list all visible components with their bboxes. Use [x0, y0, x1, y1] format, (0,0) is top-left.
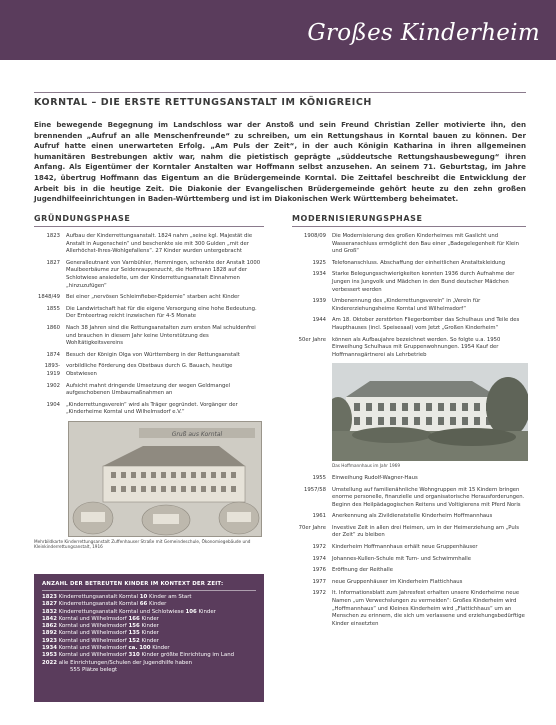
stats-line — [42, 660, 256, 667]
entry-year: 1976 — [312, 567, 326, 574]
top-rule — [34, 92, 526, 93]
stats-line — [42, 645, 256, 652]
timeline-entry — [34, 294, 264, 302]
entry-year: 1925 — [312, 259, 326, 266]
entry-text: Einweihung Rudolf-Wagner-Haus — [332, 474, 418, 481]
children-count-box — [34, 574, 264, 702]
entry-year: 1855 — [46, 305, 60, 312]
entry-year: 1972 — [312, 590, 326, 597]
entry-year: 1934 — [312, 271, 326, 278]
stats-rest: Kinder — [139, 630, 159, 637]
right-timeline-top — [292, 233, 526, 359]
timeline-entry — [34, 325, 264, 348]
postcard-caption: Mehrbildkarte Kinderrettungsanstalt Zuffenhauser Straße mit Gemeindeschule, Ökonomiegebäude und Kleinkinderrettungsanstalt, 1916 — [34, 538, 251, 550]
stats-text: Korntal und Wilhelmsdorf — [58, 630, 129, 637]
hoffmannhaus-caption: Das Hoffmannhaus im Jahr 1969 — [332, 463, 400, 469]
entry-year: 1944 — [312, 317, 326, 324]
entry-text: lt. Informationsblatt zum Jahresfest erhalten unsere Kinderheime neue Namen „um Verwechslungen zu vermeiden“: Großes Kinderheim wird „Hoffmannhaus“ und Kleines Kinderheim wird „Flattichhaus“ um an Menschen zu erinnern, die sich um verlassene und erziehungsbedürftige Kinder einsetzten — [332, 590, 525, 627]
stats-year: 1832 — [42, 608, 58, 615]
entry-text: Anerkennung als Zivildienststelle Kinderheim Hoffmannhaus — [332, 513, 493, 520]
stats-text: alle Einrichtungen/Schulen der Jugendhilfe haben — [58, 659, 193, 666]
entry-year: 1955 — [312, 474, 326, 481]
stats-number: 106 — [185, 608, 197, 615]
stats-text: Korntal und Wilhelmsdorf — [58, 637, 129, 644]
page-content — [34, 92, 526, 702]
entry-text: Investive Zeit in allen drei Heimen, um in der Heimerziehung am „Puls der Zeit“ zu bleiben — [332, 524, 519, 539]
stats-year: 1892 — [42, 630, 58, 637]
entry-year: 1827 — [46, 259, 60, 266]
stats-year: 1923 — [42, 637, 58, 644]
timeline-entry — [34, 383, 264, 398]
timeline-entry — [292, 579, 526, 587]
entry-year: 70er Jahre — [298, 524, 326, 531]
timeline-entry — [292, 544, 526, 552]
entry-text: Telefonanschluss. Abschaffung der einheitlichen Anstaltskleidung — [332, 259, 506, 266]
entry-text: vorbildliche Förderung des Obstbaus durch G. Bauach, heutige Obstwiesen — [66, 363, 233, 377]
entry-year: 1961 — [312, 513, 326, 520]
stats-rest: Kinder — [196, 608, 216, 615]
entry-text: „Kinderrettungsverein“ wird als Träger gegründet. Vorgänger der „Kinderheime Korntal und Wilhelmsdorf e.V.“ — [66, 401, 238, 416]
timeline-entry — [292, 317, 526, 332]
stats-text: Korntal und Wilhelmsdorf — [58, 623, 129, 630]
stats-last-line: 555 Plätze belegt — [70, 666, 118, 673]
entry-text: Am 18. Oktober zerstörten Fliegerbomber das Schulhaus und Teile des Haupthauses (incl. Speisesaal) vom Jetzt „Großen Kinderheim“ — [332, 317, 520, 331]
stats-line — [42, 601, 256, 608]
stats-year: 1862 — [42, 623, 58, 630]
stats-year: 1953 — [42, 652, 58, 659]
stats-text: Korntal und Wilhelmsdorf — [58, 615, 129, 622]
stats-rest: Kinder — [150, 645, 170, 652]
stats-year: 1823 — [42, 594, 58, 600]
entry-text: Umbenennung des „Kinderrettungsverein“ in „Verein für Kindererziehungsheime Korntal und Wilhelmsdorf“ — [332, 298, 481, 312]
stats-line — [42, 616, 256, 623]
timeline-entry — [34, 306, 264, 321]
entry-year: 1823 — [46, 233, 60, 239]
entry-year: 50er Jahre — [298, 336, 326, 343]
entry-text: Aufbau der Kinderrettungsanstalt. 1824 nahm „seine kgl. Majestät die Anstalt in Augenschein“ und beschenkte sie mit 300 Gulden „mit der Allerhöchst-Ihres-Wohlgefallens“. 27 Kinder wurden untergebracht — [66, 233, 253, 255]
entry-year: 1977 — [312, 578, 326, 585]
entry-year: 1874 — [46, 351, 60, 358]
page-title: Großes Kinderheim — [307, 20, 540, 46]
stats-number: 166 — [128, 615, 140, 622]
timeline-entry — [34, 260, 264, 290]
timeline-entry — [34, 363, 264, 378]
entry-text: neue Gruppenhäuser im Kinderheim Flattichhaus — [332, 578, 463, 585]
timeline-entry — [292, 556, 526, 564]
timeline-entry — [292, 298, 526, 313]
section-title: KORNTAL – DIE ERSTE RETTUNGSANSTALT IM KÖNIGREICH — [34, 97, 372, 108]
entry-text: Nach 38 Jahren sind die Rettungsanstalten zum ersten Mal schuldenfrei und brauchen in diesem Jahr keine Unterstützung des Wohltätigkeitsvereins — [66, 324, 256, 347]
right-column — [292, 214, 526, 632]
stats-rest: Kinder — [139, 637, 159, 644]
entry-year: 1957/58 — [303, 486, 326, 493]
entry-text: Johannes-Kullen-Schule mit Turn- und Schwimmhalle — [332, 555, 472, 562]
hoffmannhaus-illustration — [332, 363, 528, 461]
hoffmannhaus-photo — [332, 363, 528, 461]
stats-line — [42, 652, 256, 659]
entry-year: 1908/09 — [303, 233, 326, 239]
timeline-entry — [292, 513, 526, 521]
stats-number: ca. 100 — [128, 645, 151, 652]
entry-text: Die Landwirtschaft hat für die eigene Versorgung eine hohe Bedeutung. Der Ernteertrag reicht inzwischen für 4-5 Monate — [66, 305, 257, 320]
stats-year: 1842 — [42, 615, 58, 622]
timeline-entry — [292, 567, 526, 575]
right-timeline-bottom — [292, 475, 526, 629]
stats-text: Kinderrettungsanstalt Korntal und Schlotwiese — [58, 608, 186, 615]
stats-text: Korntal und Wilhelmsdorf — [58, 652, 129, 659]
stats-line — [42, 609, 256, 616]
header-banner — [0, 0, 556, 60]
stats-text: Korntal und Wilhelmsdorf — [58, 645, 129, 652]
right-column-heading: MODERNISIERUNGSPHASE — [292, 214, 526, 227]
stats-rest: Kinder — [139, 615, 159, 622]
entry-year: 1904 — [46, 401, 60, 408]
entry-year: 1902 — [46, 382, 60, 389]
stats-number: 10 — [139, 594, 148, 600]
stats-year: 1934 — [42, 645, 58, 652]
left-timeline — [34, 233, 264, 417]
stats-year: 2022 — [42, 659, 58, 666]
timeline-entry — [292, 337, 526, 360]
stats-line — [42, 594, 256, 601]
stats-rest: Kinder am Start — [147, 594, 192, 600]
entry-text: Kinderheim Hoffmannhaus erhält neue Gruppenhäuser — [332, 544, 478, 551]
entry-year: 1893-1919 — [44, 363, 60, 377]
stats-number: 152 — [128, 637, 140, 644]
entry-year: 1848/49 — [37, 294, 60, 301]
stats-number: 66 — [139, 601, 148, 608]
entry-text: Eröffnung der Reithalle — [332, 567, 393, 574]
stats-line — [42, 623, 256, 630]
entry-text: Starke Belegungsschwierigkeiten konnten 1936 durch Aufnahme der Jungen ins Jungvolk und Mädchen in den Bund deutscher Mädchen verbessert werden — [332, 271, 515, 293]
postcard-label: Gruß aus Korntal — [171, 430, 223, 438]
stats-rest: Kinder — [147, 601, 167, 608]
left-column — [34, 214, 264, 550]
entry-text: Aufsicht mahnt dringende Umsetzung der wegen Geldmangel aufgeschobenen Umbaumaßnahmen an — [66, 382, 231, 397]
stats-line — [42, 638, 256, 645]
stats-rest: Kinder größte Einrichtung im Land — [139, 652, 235, 659]
stats-year: 1827 — [42, 601, 58, 608]
stats-text: Kinderrettungsanstalt Korntal — [58, 594, 140, 600]
entry-year: 1972 — [312, 544, 326, 551]
timeline-entry — [292, 590, 526, 628]
entry-text: Generalleutnant von Varnbühler, Hemmingen, schenkte der Anstalt 1000 Maulbeerbäume zur Seidenraupenzucht, die Hoffmann 1828 auf der Schlotwiese ansiedelte, um der Kinderrettungsanstalt Einnahmen „hinzuzufügen“ — [66, 259, 261, 289]
stats-text: Kinderrettungsanstalt Korntal — [58, 601, 140, 608]
entry-text: Besuch der Königin Olga von Württemberg in der Rettungsanstalt — [66, 351, 240, 358]
stats-number: 135 — [128, 630, 140, 637]
intro-paragraph: Eine bewegende Begegnung im Landschloss war der Anstoß und sein Freund Christian Zeller motivierte ihn, den brennenden „Aufruf an alle Menschenfreunde“ zu schreiben, um ein Rettungshaus in Korntal bauen zu können. Der Aufruf hatte einen unerwarteten Erfolg. „Am Puls der Zeit“, in der auch Königin Katharina in ihren allgemeinen humanitären Bestrebungen aktiv war, nahm die pietistisch geprägte „süddeutsche Rettungshausbewegung“ ihren Anfang. Als Eigentümer der Korntaler Anstalten war Hoffmann selbst anzusehen. An seinem 71. Geburtstag, im Jahre 1842, übertrug Hoffmann das Eigentum an die Brüdergemeinde Korntal. Die Zeittafel beschreibt die Entwicklung der Arbeit bis in die heutige Zeit. Die Diakonie der Evangelischen Brüdergemeinde gehört heute zu den zehn großen Jugendhilfeeinrichtungen in Baden-Württemberg und ist im Diakonischen Werk Württemberg beheimatet. — [34, 120, 526, 204]
timeline-entry — [292, 487, 526, 510]
timeline-entry — [292, 271, 526, 294]
stats-number: 156 — [128, 623, 140, 630]
entry-year: 1974 — [312, 555, 326, 562]
entry-text: Umstellung auf familienähnliche Wohngruppen mit 15 Kindern bringen enorme personelle, finanzielle und organisatorische Herausforderungen. Beginn des Heilpädagogischen Reitens und Voltigierens mit Pferd Noris — [332, 486, 525, 508]
entry-text: können als Aufbaujahre bezeichnet werden. So folgte u.a. 1950 Einweihung Schulhaus mit Gruppenwohnungen. 1954 Kauf der Hoffmannsgärtnerei als Lehrbetrieb — [332, 336, 501, 358]
historic-postcard-photo — [68, 421, 262, 537]
left-column-heading: GRÜNDUNGSPHASE — [34, 214, 264, 227]
entry-year: 1860 — [46, 324, 60, 331]
timeline-entry — [292, 475, 526, 483]
timeline-entry — [292, 233, 526, 256]
entry-text: Die Modernisierung des großen Kinderheimes mit Gaslicht und Wasseranschluss ermöglicht den Bau einer „Badegelegenheit für Klein und Groß“ — [332, 233, 519, 255]
entry-text: Bei einer „nervösen Schleimfieber-Epidemie“ starben acht Kinder — [66, 294, 240, 301]
stats-rest: Kinder — [139, 623, 159, 630]
timeline-entry — [34, 233, 264, 256]
timeline-entry — [34, 352, 264, 360]
timeline-entry — [292, 525, 526, 540]
stats-number: 310 — [128, 652, 140, 659]
timeline-entry — [292, 260, 526, 268]
stats-line — [42, 630, 256, 637]
timeline-entry — [34, 402, 264, 417]
postcard-illustration — [69, 422, 262, 537]
stats-title: ANZAHL DER BETREUTEN KINDER IM KONTEXT DER ZEIT: — [42, 581, 256, 591]
entry-year: 1939 — [312, 298, 326, 305]
